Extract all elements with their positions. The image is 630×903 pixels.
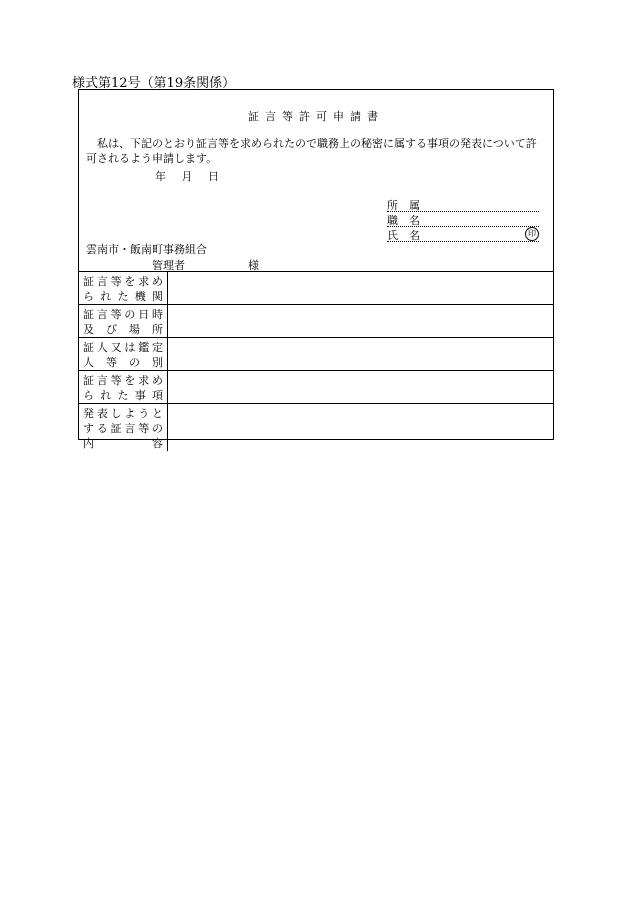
row-value-field[interactable] <box>168 371 554 404</box>
row-label-line: 内容 <box>83 437 163 450</box>
date-day: 日 <box>208 170 219 183</box>
position-label: 職 名 <box>387 214 420 227</box>
form-title: 証言等許可申請書 <box>248 110 384 123</box>
row-label <box>79 272 168 305</box>
row-label-line: られた事項 <box>83 389 163 402</box>
table-row <box>79 305 553 338</box>
date-year: 年 <box>155 170 166 183</box>
affiliation-label: 所 属 <box>387 199 420 212</box>
row-label-line: られた機関 <box>83 290 163 303</box>
row-value-field[interactable] <box>168 338 554 371</box>
row-label <box>79 371 168 404</box>
row-label-line: 発表しようと <box>83 407 163 420</box>
row-label-line: 及び場所 <box>83 323 163 336</box>
addressee-organization: 雲南市・飯南町事務組合 <box>86 243 207 256</box>
table-row <box>79 404 553 452</box>
name-label: 氏 名 <box>387 229 420 242</box>
row-label-line: 人等の別 <box>83 356 163 369</box>
addressee-honorific: 様 <box>248 259 259 272</box>
row-label-line: 証言等を求め <box>83 374 163 387</box>
application-form <box>78 89 554 450</box>
row-label-line: 証人又は鑑定 <box>83 341 163 354</box>
table-row <box>79 371 553 404</box>
items-table <box>79 271 553 451</box>
row-label-line: 証言等の日時 <box>83 308 163 321</box>
row-label <box>79 338 168 371</box>
row-label-line: する証言等の <box>83 422 163 435</box>
seal-mark: 印 <box>525 227 539 241</box>
name-field[interactable] <box>387 227 539 242</box>
affiliation-field[interactable] <box>387 197 539 212</box>
row-value-field[interactable] <box>168 272 554 305</box>
position-field[interactable] <box>387 212 539 227</box>
row-value-field[interactable] <box>168 404 554 452</box>
addressee-title: 管理者 <box>152 259 185 272</box>
application-statement: 私は、下記のとおり証言等を求められたので職務上の秘密に属する事項の発表について許可されるよう申請します。 <box>86 137 537 165</box>
table-row <box>79 338 553 371</box>
row-label-line: 証言等を求め <box>83 275 163 288</box>
date-line <box>155 168 231 184</box>
row-label <box>79 404 168 452</box>
row-value-field[interactable] <box>168 305 554 338</box>
date-month: 月 <box>181 170 193 183</box>
table-row <box>79 272 553 305</box>
form-number: 様式第12号（第19条関係） <box>72 76 236 91</box>
row-label <box>79 305 168 338</box>
